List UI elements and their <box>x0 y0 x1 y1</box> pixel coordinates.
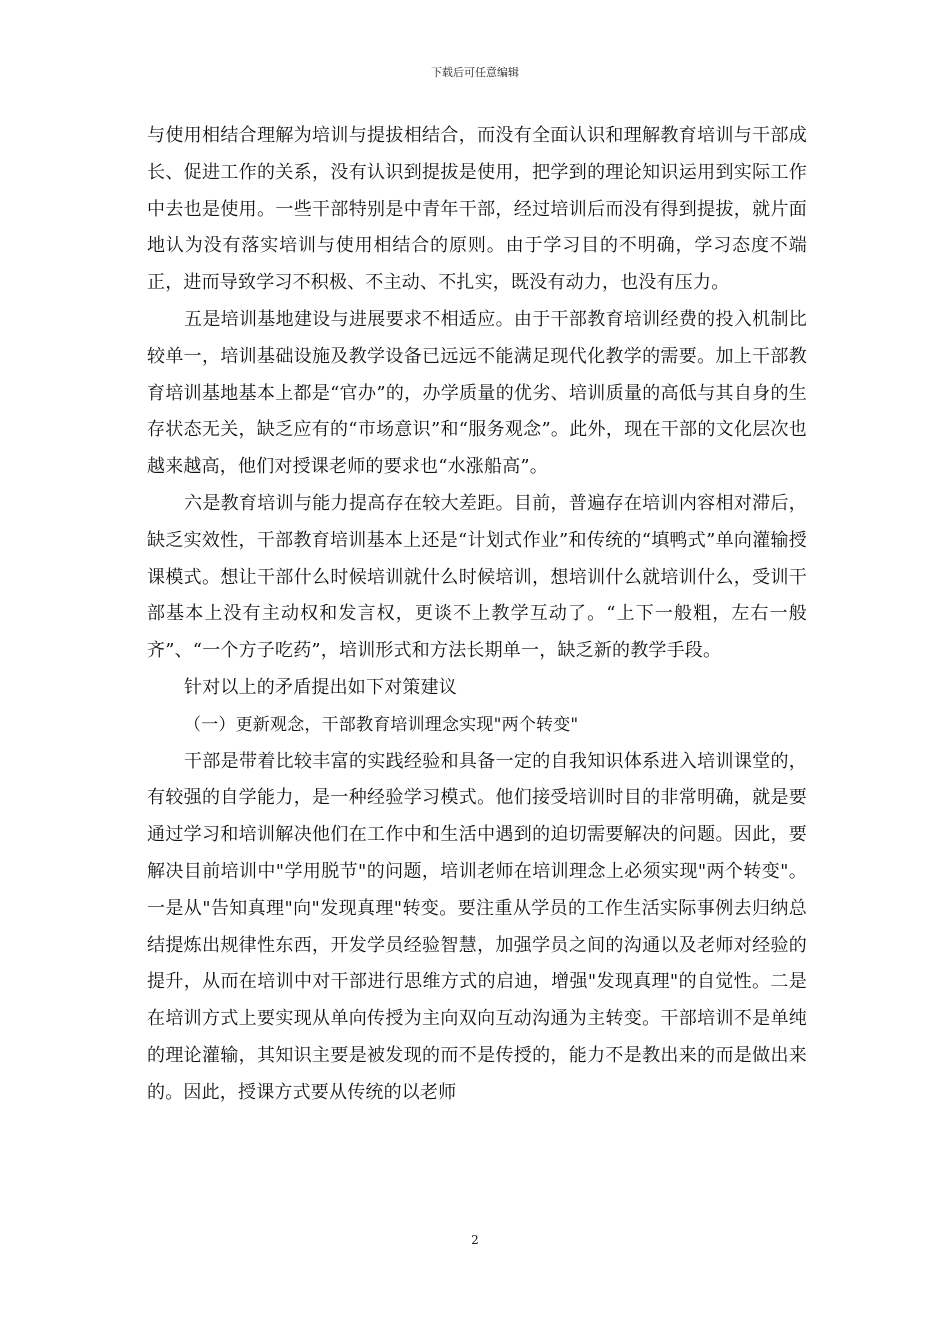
page-header: 下载后可任意编辑 <box>431 66 519 79</box>
paragraph-suggestions-intro: 针对以上的矛盾提出如下对策建议 <box>184 676 457 698</box>
paragraph-section-1-body: 干部是带着比较丰富的实践经验和具备一定的自我知识体系进入培训课堂的，有较强的自学能力，是一种经验学习模式。他们接受培训时目的非常明确，就是要通过学习和培训解决他们在工作中和生活中遇到的迫切需要解决的问题。因此，要解决目前培训中"学用脱节"的问题，培训老师在培训理念上必须实现"两个转变"。一是从"告知真理"向"发现真理"转变。要注重从学员的工作生活实际事例去归纳总结提炼出规律性东西，开发学员经验智慧，加强学员之间的沟通以及老师对经验的提升，从而在培训中对干部进行思维方式的启迪，增强"发现真理"的自觉性。二是在培训方式上要实现从单向传授为主向双向互动沟通为主转变。干部培训不是单纯的理论灌输，其知识主要是被发现的而不是传授的，能力不是教出来的而是做出来的。因此，授课方式要从传统的以老师 <box>147 750 807 1103</box>
paragraph-continuation: 与使用相结合理解为培训与提拔相结合，而没有全面认识和理解教育培训与干部成长、促进工作的关系，没有认识到提拔是使用，把学到的理论知识运用到实际工作中去也是使用。一些干部特别是中青年干部，经过培训后而没有得到提拔，就片面地认为没有落实培训与使用相结合的原则。由于学习目的不明确，学习态度不端正，进而导致学习不积极、不主动、不扎实，既没有动力，也没有压力。 <box>147 125 807 294</box>
page-number: 2 <box>471 1233 479 1247</box>
section-heading-1: （一）更新观念，干部教育培训理念实现"两个转变" <box>184 714 579 735</box>
document-body <box>147 118 807 1112</box>
paragraph-point-six: 六是教育培训与能力提高存在较大差距。目前，普遍存在培训内容相对滞后，缺乏实效性，干部教育培训基本上还是“计划式作业”和传统的“填鸭式”单向灌输授课模式。想让干部什么时候培训就什么时候培训，想培训什么就培训什么，受训干部基本上没有主动权和发言权，更谈不上教学互动了。“上下一般粗，左右一般齐”、“一个方子吃药”，培训形式和方法长期单一，缺乏新的教学手段。 <box>147 492 807 662</box>
paragraph-point-five: 五是培训基地建设与进展要求不相适应。由于干部教育培训经费的投入机制比较单一，培训基础设施及教学设备已远远不能满足现代化教学的需要。加上干部教育培训基地基本上都是“官办”的，办学质量的优劣、培训质量的高低与其自身的生存状态无关，缺乏应有的“市场意识”和“服务观念”。此外，现在干部的文化层次也越来越高，他们对授课老师的要求也“水涨船高”。 <box>147 308 807 478</box>
